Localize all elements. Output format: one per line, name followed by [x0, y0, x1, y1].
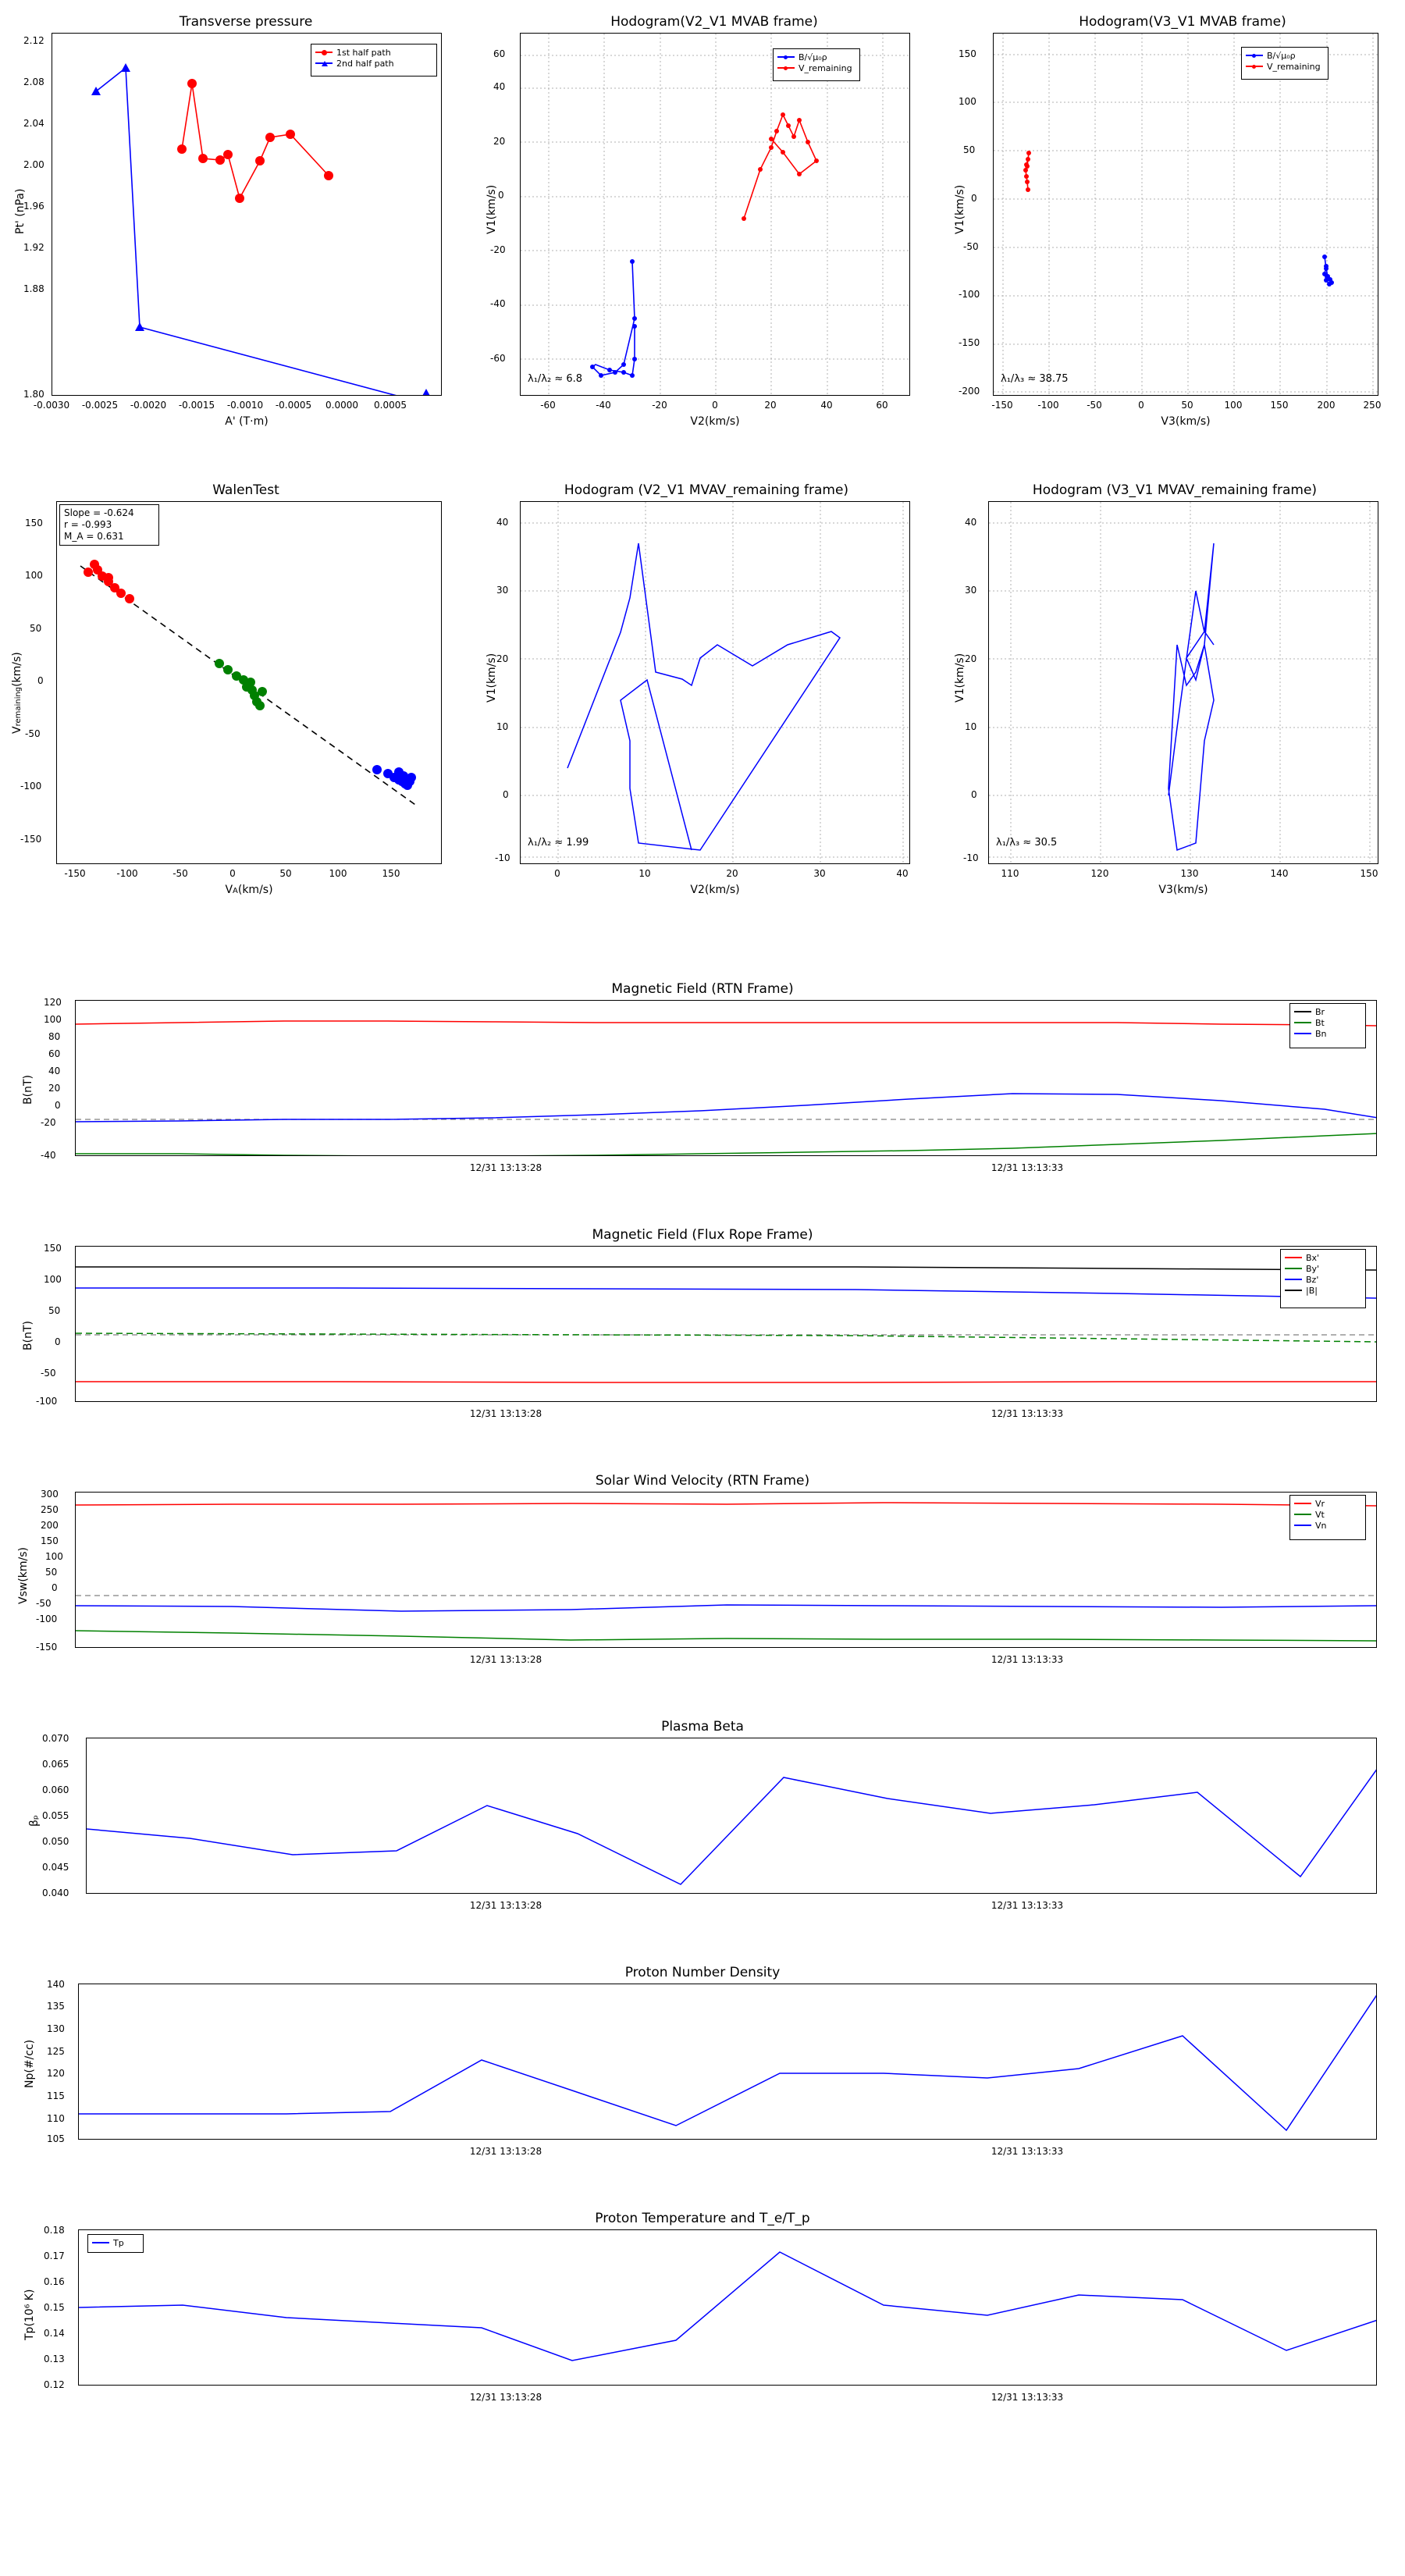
- y-tick: 20: [965, 653, 977, 664]
- x-tick: 150: [1270, 400, 1289, 411]
- x-tick: 12/31 13:13:33: [991, 1900, 1064, 1911]
- panel-title: Hodogram (V3_V1 MVAV_remaining frame): [1032, 482, 1318, 498]
- y-tick: -150: [36, 1642, 58, 1653]
- mag-fluxrope-svg: [76, 1247, 1377, 1402]
- x-tick: 12/31 13:13:33: [991, 1654, 1064, 1665]
- hodogram-v3v1-mvab-svg: [994, 34, 1378, 396]
- legend-line-red: [777, 67, 795, 69]
- x-tick: 12/31 13:13:28: [469, 1162, 542, 1173]
- y-tick: -100: [20, 781, 42, 792]
- plot-area: [520, 33, 910, 396]
- plot-area: [78, 1984, 1377, 2140]
- y-tick: 0: [498, 190, 504, 201]
- y-tick: -150: [959, 337, 980, 348]
- y-tick: 140: [47, 1979, 65, 1990]
- y-tick: -50: [36, 1598, 52, 1609]
- x-tick: -100: [1037, 400, 1059, 411]
- hodogram-v3v1-mvav-svg: [989, 502, 1378, 864]
- x-tick: 0: [712, 400, 718, 411]
- y-tick: -100: [959, 289, 980, 300]
- hodogram-v2v1-mvab-svg: [521, 34, 910, 396]
- legend-item-vremaining: [1246, 61, 1324, 72]
- y-tick: 0: [503, 789, 509, 800]
- x-tick: 30: [813, 868, 826, 879]
- y-tick: -40: [490, 298, 506, 309]
- y-tick: 20: [493, 136, 506, 147]
- plot-area: [75, 1246, 1377, 1402]
- y-tick: 60: [48, 1048, 61, 1059]
- legend-marker-circle: [1252, 65, 1256, 69]
- y-tick: 0.15: [44, 2302, 65, 2313]
- legend-label: Bt: [1315, 1017, 1325, 1028]
- y-tick: 0.050: [42, 1836, 69, 1847]
- y-tick: 120: [44, 997, 62, 1008]
- legend-item-b: [1246, 50, 1324, 61]
- x-tick: -0.0025: [81, 400, 119, 411]
- legend: [1289, 1495, 1366, 1540]
- y-tick: 1.80: [23, 389, 44, 400]
- y-tick: -150: [20, 834, 42, 845]
- legend-line-blue: [1285, 1279, 1302, 1280]
- x-tick: 140: [1270, 868, 1289, 879]
- legend-item-vt: [1294, 1509, 1361, 1520]
- y-axis-label: βₚ: [28, 1815, 41, 1827]
- y-axis-label: V1(km/s): [954, 184, 966, 234]
- legend-line-black: [1294, 1011, 1311, 1012]
- x-tick: 130: [1180, 868, 1199, 879]
- y-tick: 80: [48, 1031, 61, 1042]
- y-tick: -100: [36, 1396, 58, 1407]
- y-tick: 115: [47, 2090, 65, 2101]
- x-axis-label: V2(km/s): [690, 884, 740, 896]
- legend-label: B/√μ₀ρ: [1267, 50, 1296, 61]
- x-tick: 0: [554, 868, 560, 879]
- legend-label: |B|: [1306, 1285, 1318, 1296]
- y-tick: 0.17: [44, 2250, 65, 2261]
- plot-area: [75, 1492, 1377, 1648]
- panel-title: Magnetic Field (Flux Rope Frame): [592, 1227, 813, 1243]
- plot-area: [78, 2229, 1377, 2386]
- y-tick: 100: [959, 96, 976, 107]
- legend-line-blue: [92, 2242, 109, 2243]
- legend-label: Vt: [1315, 1509, 1325, 1520]
- y-tick: 40: [496, 517, 509, 528]
- legend-marker-circle: [322, 50, 327, 55]
- vsw-rtn-svg: [76, 1493, 1377, 1648]
- x-tick: 10: [638, 868, 651, 879]
- legend-line-red: [1285, 1257, 1302, 1258]
- legend-label: V_remaining: [1267, 61, 1321, 72]
- plasma-beta-svg: [87, 1738, 1377, 1894]
- y-axis-label: B(nT): [22, 1075, 34, 1105]
- legend-line-blue: [1246, 55, 1263, 56]
- x-tick: 150: [1360, 868, 1378, 879]
- y-tick: 1.96: [23, 201, 44, 212]
- walen-stats-box: [59, 504, 159, 546]
- walen-svg: [57, 502, 442, 864]
- y-tick: 1.88: [23, 283, 44, 294]
- legend-marker-circle: [1252, 54, 1256, 58]
- walen-slope: Slope = -0.624: [64, 507, 134, 518]
- y-tick: 20: [496, 653, 509, 664]
- legend-item-1st-half: [315, 47, 432, 58]
- x-tick: 250: [1363, 400, 1382, 411]
- x-tick: -60: [540, 400, 556, 411]
- y-tick: 50: [48, 1305, 61, 1316]
- legend-item-by: [1285, 1263, 1361, 1274]
- legend-label: Br: [1315, 1006, 1325, 1017]
- x-tick: 50: [1181, 400, 1193, 411]
- x-tick: 40: [820, 400, 833, 411]
- legend-item-vremaining: [777, 62, 855, 73]
- x-axis-label: V2(km/s): [690, 415, 740, 428]
- legend-line-red: [1246, 66, 1263, 67]
- y-tick: 0.045: [42, 1862, 69, 1873]
- hodogram-v2v1-mvav-svg: [521, 502, 910, 864]
- x-axis-label: V3(km/s): [1161, 415, 1211, 428]
- x-tick: 0: [229, 868, 236, 879]
- panel-title: Magnetic Field (RTN Frame): [611, 981, 794, 997]
- x-tick: -40: [596, 400, 611, 411]
- legend-label: By': [1306, 1263, 1320, 1274]
- y-axis-label: V1(km/s): [486, 184, 498, 234]
- y-tick: 2.00: [23, 159, 44, 170]
- plot-area: [52, 33, 442, 396]
- legend-item-vr: [1294, 1498, 1361, 1509]
- legend-line-green: [1294, 1022, 1311, 1023]
- panel-transverse-pressure: [0, 0, 468, 437]
- eigenvalue-ratio-annotation: λ₁/λ₃ ≈ 38.75: [1001, 373, 1069, 385]
- legend-item-br: [1294, 1006, 1361, 1017]
- y-tick: 50: [45, 1567, 58, 1578]
- y-tick: 20: [48, 1083, 61, 1094]
- x-tick: -0.0020: [130, 400, 167, 411]
- x-tick: 12/31 13:13:33: [991, 2146, 1064, 2157]
- y-tick: -20: [490, 244, 506, 255]
- legend-label: Vn: [1315, 1520, 1327, 1531]
- legend-item-bmag: [1285, 1285, 1361, 1296]
- y-tick: 10: [496, 721, 509, 732]
- y-tick: 100: [45, 1551, 63, 1562]
- panel-magnetic-field-rtn: [0, 972, 1405, 1198]
- x-axis-label: VA(km/s): [225, 884, 273, 896]
- plot-area: [993, 33, 1378, 396]
- eigenvalue-ratio-annotation: λ₁/λ₂ ≈ 6.8: [528, 373, 583, 385]
- y-tick: 150: [25, 518, 43, 528]
- y-tick: -20: [41, 1117, 56, 1128]
- y-tick: 40: [48, 1066, 61, 1076]
- legend-line-blue: [1294, 1525, 1311, 1526]
- panel-title: Hodogram (V2_V1 MVAV_remaining frame): [564, 482, 849, 498]
- panel-title: Plasma Beta: [661, 1719, 744, 1735]
- proton-density-svg: [79, 1984, 1377, 2140]
- plot-area: [75, 1000, 1377, 1156]
- legend-label: 1st half path: [336, 47, 391, 58]
- panel-title: Proton Number Density: [624, 1965, 781, 1980]
- y-tick: 40: [965, 517, 977, 528]
- panel-title: Hodogram(V2_V1 MVAB frame): [610, 14, 818, 30]
- y-tick: 0.070: [42, 1733, 69, 1744]
- x-tick: 12/31 13:13:33: [991, 2392, 1064, 2403]
- y-tick: 100: [44, 1014, 62, 1025]
- transverse-pressure-svg: [52, 34, 442, 396]
- x-tick: 12/31 13:13:28: [469, 1654, 542, 1665]
- y-axis-label: Np(#/cc): [23, 2039, 36, 2088]
- y-tick: -100: [36, 1614, 58, 1624]
- y-tick: 0.16: [44, 2276, 65, 2287]
- legend-line-blue: [315, 62, 333, 64]
- legend-marker-circle: [784, 66, 788, 70]
- y-tick: 1.92: [23, 242, 44, 253]
- legend-label: B/√μ₀ρ: [799, 52, 827, 62]
- y-tick: 125: [47, 2046, 65, 2057]
- legend-item-vn: [1294, 1520, 1361, 1531]
- y-tick: 250: [41, 1504, 59, 1515]
- x-tick: 60: [876, 400, 888, 411]
- y-tick: 30: [965, 585, 977, 596]
- y-axis-label: Tp(10⁶ K): [23, 2289, 36, 2340]
- legend-label: 2nd half path: [336, 58, 394, 69]
- legend-label: V_remaining: [799, 62, 852, 73]
- y-tick: 50: [30, 623, 42, 634]
- panel-walen-test: [0, 468, 468, 906]
- y-tick: -60: [490, 353, 506, 364]
- x-tick: 150: [382, 868, 400, 879]
- panel-title: Transverse pressure: [179, 14, 313, 30]
- plot-area: [56, 501, 442, 864]
- x-tick: 12/31 13:13:28: [469, 1408, 542, 1419]
- y-tick: 0.065: [42, 1759, 69, 1770]
- x-tick: 100: [329, 868, 347, 879]
- y-tick: 100: [25, 570, 43, 581]
- y-tick: 0: [52, 1582, 58, 1593]
- walen-correlation: r = -0.993: [64, 519, 112, 530]
- y-tick: 150: [959, 48, 976, 59]
- x-tick: 12/31 13:13:28: [469, 2146, 542, 2157]
- y-tick: -10: [495, 852, 510, 863]
- x-tick: 20: [764, 400, 777, 411]
- x-tick: -0.0005: [275, 400, 312, 411]
- legend-line-red: [315, 52, 333, 53]
- y-tick: -10: [963, 852, 979, 863]
- panel-hodogram-v3v1-mvav: [937, 468, 1405, 906]
- x-tick: 20: [726, 868, 738, 879]
- y-tick: -200: [959, 386, 980, 397]
- y-tick: 0: [37, 675, 44, 686]
- walen-alfven-mach: M_A = 0.631: [64, 531, 124, 542]
- legend-item-bt: [1294, 1017, 1361, 1028]
- x-tick: 50: [279, 868, 292, 879]
- y-tick: 2.08: [23, 76, 44, 87]
- x-tick: 120: [1090, 868, 1109, 879]
- panel-title: WalenTest: [212, 482, 279, 498]
- y-tick: 2.12: [23, 35, 44, 46]
- y-tick: 100: [44, 1274, 62, 1285]
- y-tick: 0.055: [42, 1810, 69, 1821]
- x-tick: 0.0000: [325, 400, 358, 411]
- legend-label: Tp: [113, 2237, 124, 2248]
- panel-title: Hodogram(V3_V1 MVAB frame): [1079, 14, 1286, 30]
- x-tick: 200: [1317, 400, 1336, 411]
- eigenvalue-ratio-annotation: λ₁/λ₂ ≈ 1.99: [528, 837, 589, 849]
- legend-line-blue: [1294, 1033, 1311, 1034]
- panel-title: Solar Wind Velocity (RTN Frame): [595, 1473, 810, 1489]
- legend-label: Bn: [1315, 1028, 1327, 1039]
- x-tick: 110: [1001, 868, 1019, 879]
- y-axis-label: Vremaining(km/s): [11, 652, 23, 734]
- y-tick: 110: [47, 2113, 65, 2124]
- panel-title: Proton Temperature and T_e/T_p: [595, 2211, 810, 2226]
- y-axis-label: B(nT): [22, 1321, 34, 1350]
- x-tick: 0: [1138, 400, 1144, 411]
- x-tick: -20: [652, 400, 667, 411]
- y-tick: 50: [963, 144, 976, 155]
- eigenvalue-ratio-annotation: λ₁/λ₃ ≈ 30.5: [996, 837, 1058, 849]
- legend-item-bz: [1285, 1274, 1361, 1285]
- plot-area: [520, 501, 910, 864]
- y-tick: 0: [55, 1100, 61, 1111]
- y-tick: 60: [493, 48, 506, 59]
- y-tick: 105: [47, 2133, 65, 2144]
- y-tick: 0.14: [44, 2328, 65, 2339]
- y-tick: -50: [41, 1368, 56, 1379]
- y-tick: 0: [971, 193, 977, 204]
- x-tick: -0.0030: [33, 400, 70, 411]
- legend-marker-circle: [784, 55, 788, 59]
- y-axis-label: Pt' (nPa): [14, 188, 27, 234]
- y-tick: 0.13: [44, 2354, 65, 2364]
- plot-area: [86, 1738, 1377, 1894]
- y-tick: 200: [41, 1520, 59, 1531]
- x-tick: 0.0005: [374, 400, 407, 411]
- legend-marker-triangle: [322, 61, 328, 66]
- x-tick: -100: [116, 868, 138, 879]
- y-tick: -50: [963, 241, 979, 252]
- y-tick: 135: [47, 2001, 65, 2012]
- panel-hodogram-v2v1-mvab: [468, 0, 937, 437]
- panel-plasma-beta: [0, 1710, 1405, 1936]
- legend-line-green: [1285, 1268, 1302, 1269]
- legend-item-bx: [1285, 1252, 1361, 1263]
- x-tick: 40: [896, 868, 909, 879]
- legend-item-b: [777, 52, 855, 62]
- y-tick: 0.060: [42, 1784, 69, 1795]
- y-tick: -40: [41, 1150, 56, 1161]
- panel-proton-density: [0, 1955, 1405, 2182]
- x-tick: -0.0010: [226, 400, 264, 411]
- legend-line-red: [1294, 1503, 1311, 1504]
- x-tick: 12/31 13:13:33: [991, 1162, 1064, 1173]
- y-axis-label: Vsw(km/s): [17, 1546, 30, 1604]
- x-tick: -0.0015: [178, 400, 215, 411]
- y-tick: 0: [971, 789, 977, 800]
- panel-magnetic-field-fluxrope: [0, 1218, 1405, 1444]
- x-tick: 12/31 13:13:28: [469, 1900, 542, 1911]
- legend: [1289, 1003, 1366, 1048]
- x-tick: 12/31 13:13:28: [469, 2392, 542, 2403]
- panel-hodogram-v3v1-mvab: [937, 0, 1405, 437]
- x-tick: -150: [991, 400, 1013, 411]
- x-tick: 100: [1224, 400, 1243, 411]
- legend: [1241, 47, 1329, 80]
- proton-temperature-svg: [79, 2230, 1377, 2386]
- mag-rtn-svg: [76, 1001, 1377, 1156]
- y-tick: 40: [493, 81, 506, 92]
- y-tick: 130: [47, 2023, 65, 2034]
- legend: [773, 48, 860, 81]
- y-tick: 10: [965, 721, 977, 732]
- legend-line-black: [1285, 1290, 1302, 1291]
- legend-item-tp: [92, 2237, 139, 2248]
- y-tick: 150: [41, 1535, 59, 1546]
- legend-line-blue: [777, 56, 795, 58]
- y-axis-label: V1(km/s): [486, 653, 498, 703]
- panel-proton-temperature: [0, 2201, 1405, 2435]
- y-tick: 120: [47, 2068, 65, 2079]
- legend: [87, 2234, 144, 2253]
- legend-item-2nd-half: [315, 58, 432, 69]
- legend-line-green: [1294, 1514, 1311, 1515]
- y-tick: 0.18: [44, 2225, 65, 2236]
- y-tick: 30: [496, 585, 509, 596]
- y-tick: -50: [25, 728, 41, 739]
- plot-area: [988, 501, 1378, 864]
- x-tick: 12/31 13:13:33: [991, 1408, 1064, 1419]
- panel-hodogram-v2v1-mvav: [468, 468, 937, 906]
- panel-solar-wind-velocity: [0, 1464, 1405, 1690]
- legend: [311, 44, 437, 76]
- x-tick: -50: [173, 868, 188, 879]
- y-tick: 2.04: [23, 118, 44, 129]
- y-tick: 0.12: [44, 2379, 65, 2390]
- legend-label: Bx': [1306, 1252, 1320, 1263]
- legend-label: Vr: [1315, 1498, 1325, 1509]
- y-axis-label: V1(km/s): [954, 653, 966, 703]
- y-tick: 0: [55, 1336, 61, 1347]
- legend: [1280, 1249, 1366, 1308]
- x-axis-label: V3(km/s): [1158, 884, 1208, 896]
- x-tick: -150: [64, 868, 86, 879]
- legend-label: Bz': [1306, 1274, 1319, 1285]
- legend-item-bn: [1294, 1028, 1361, 1039]
- y-tick: 0.040: [42, 1888, 69, 1898]
- x-tick: -50: [1087, 400, 1102, 411]
- y-tick: 300: [41, 1489, 59, 1500]
- y-tick: 150: [44, 1243, 62, 1254]
- x-axis-label: A' (T·m): [225, 415, 269, 428]
